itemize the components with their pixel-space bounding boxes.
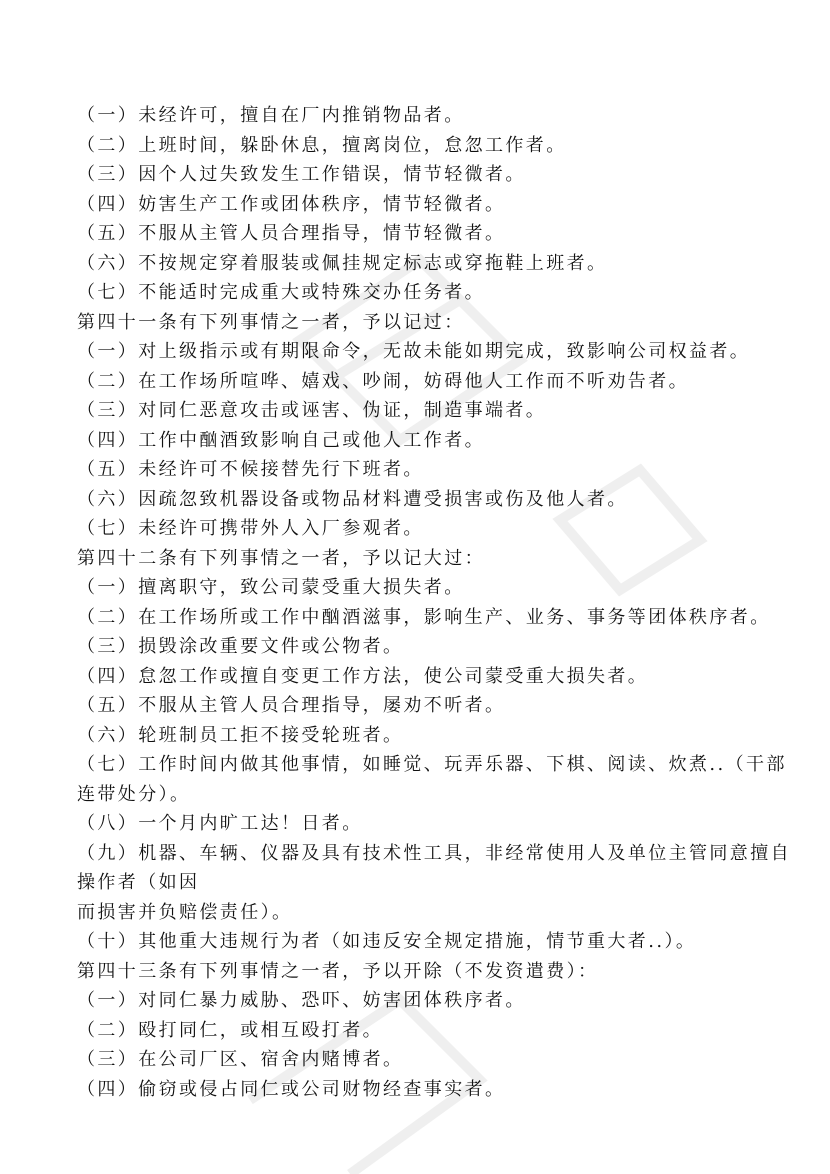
text-line: （二）殴打同仁，或相互殴打者。 bbox=[77, 1019, 383, 1041]
text-line: （七）工作时间内做其他事情，如睡觉、玩弄乐器、下棋、阅读、炊煮..（干部 bbox=[77, 754, 787, 775]
text-line: （六）轮班制员工拒不接受轮班者。 bbox=[77, 724, 404, 746]
text-line: （六）不按规定穿着服装或佩挂规定标志或穿拖鞋上班者。 bbox=[77, 252, 608, 274]
text-line: （四）工作中酗酒致影响自己或他人工作者。 bbox=[77, 429, 485, 451]
article-heading: 第四十二条有下列事情之一者，予以记大过： bbox=[77, 547, 485, 569]
text-line: 而损害并负赔偿责任）。 bbox=[77, 901, 293, 923]
text-line: （五）未经许可不候接替先行下班者。 bbox=[77, 459, 424, 480]
text-line: （七）不能适时完成重大或特殊交办任务者。 bbox=[77, 282, 485, 303]
article-heading: 第四十一条有下列事情之一者，予以记过： bbox=[77, 311, 465, 333]
text-line: （三）在公司厂区、宿舍内赌博者。 bbox=[77, 1049, 404, 1070]
text-line: （一）对上级指示或有期限命令，无故未能如期完成，致影响公司权益者。 bbox=[77, 341, 751, 362]
text-line: （三）因个人过失致发生工作错误，情节轻微者。 bbox=[77, 164, 526, 185]
text-line: （一）对同仁暴力威胁、恐吓、妨害团体秩序者。 bbox=[77, 990, 526, 1011]
text-line: （四）偷窃或侵占同仁或公司财物经查事实者。 bbox=[77, 1078, 506, 1100]
text-line: 操作者（如因 bbox=[77, 872, 200, 893]
text-line: （三）对同仁恶意攻击或诬害、伪证，制造事端者。 bbox=[77, 400, 547, 421]
text-line: （六）因疏忽致机器设备或物品材料遭受损害或伤及他人者。 bbox=[77, 488, 628, 510]
text-line: 连带处分）。 bbox=[77, 783, 191, 805]
text-line: （一）擅离职守，致公司蒙受重大损失者。 bbox=[77, 577, 465, 598]
text-line: （五）不服从主管人员合理指导，情节轻微者。 bbox=[77, 223, 506, 244]
text-line: （五）不服从主管人员合理指导，屡劝不听者。 bbox=[77, 695, 506, 716]
text-line: （八）一个月内旷工达！日者。 bbox=[77, 813, 363, 834]
text-line: （四）怠忽工作或擅自变更工作方法，使公司蒙受重大损失者。 bbox=[77, 665, 649, 687]
text-line: （一）未经许可，擅自在厂内推销物品者。 bbox=[77, 105, 465, 126]
text-line: （二）上班时间，躲卧休息，擅离岗位，怠忽工作者。 bbox=[77, 134, 567, 156]
text-line: （九）机器、车辆、仪器及具有技术性工具，非经常使用人及单位主管同意擅自 bbox=[77, 842, 791, 864]
document-body bbox=[77, 101, 791, 1104]
text-line: （七）未经许可携带外人入厂参观者。 bbox=[77, 518, 424, 539]
text-line: （四）妨害生产工作或团体秩序，情节轻微者。 bbox=[77, 193, 506, 215]
text-line: （二）在工作场所或工作中酗酒滋事，影响生产、业务、事务等团体秩序者。 bbox=[77, 606, 771, 628]
article-heading: 第四十三条有下列事情之一者，予以开除（不发资遣费）： bbox=[77, 960, 599, 982]
text-line: （二）在工作场所喧哗、嬉戏、吵闹，妨碍他人工作而不听劝告者。 bbox=[77, 370, 689, 392]
text-line: （三）损毁涂改重要文件或公物者。 bbox=[77, 636, 404, 657]
text-line: （十）其他重大违规行为者（如违反安全规定措施，情节重大者..）。 bbox=[77, 931, 697, 952]
